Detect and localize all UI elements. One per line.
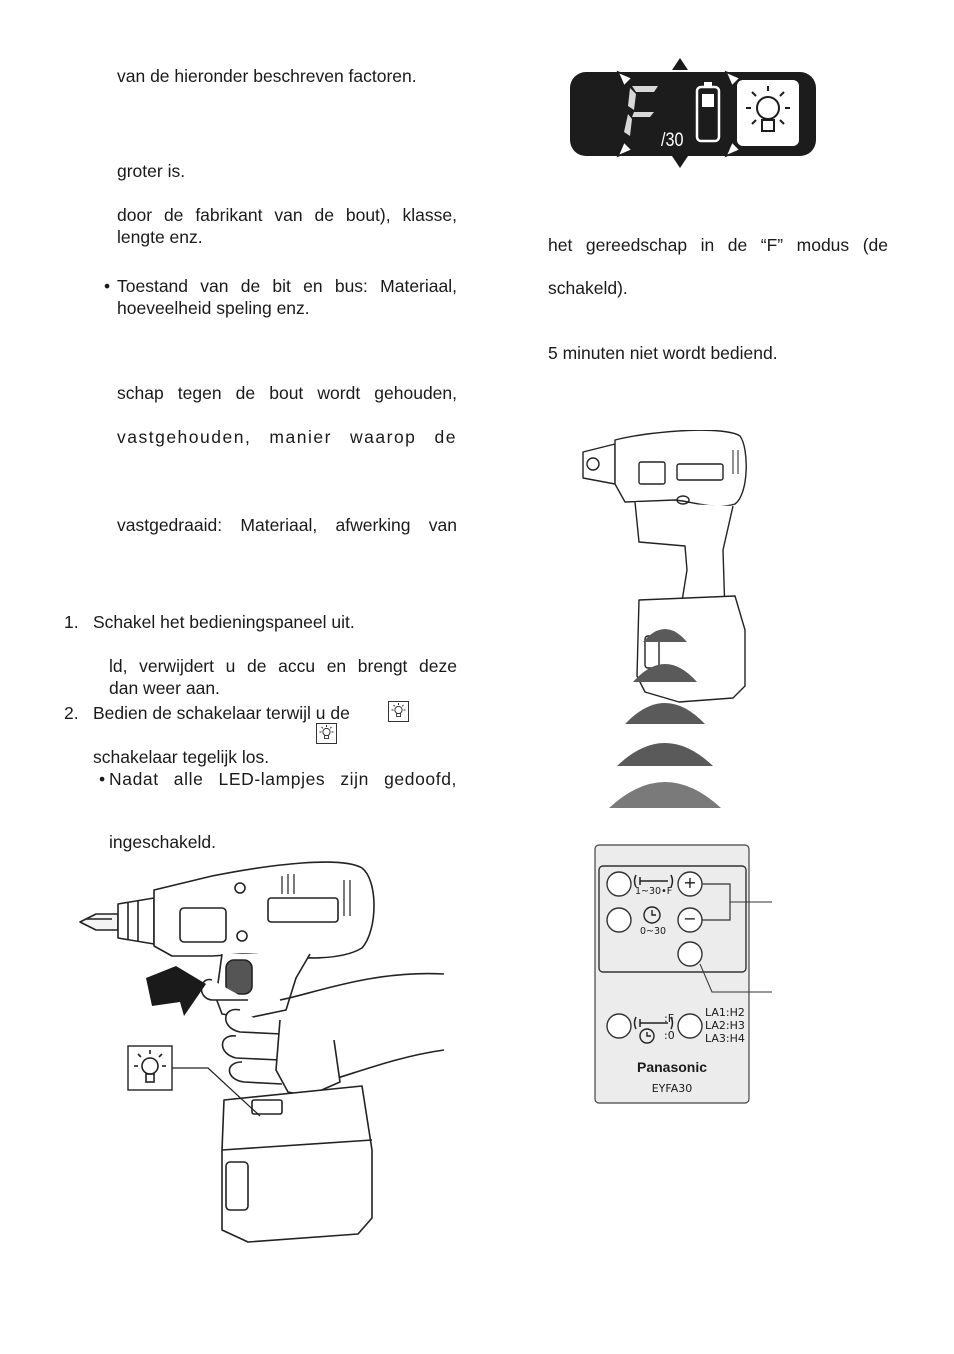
text-line-fabrikant: door de fabrikant van de bout), klasse, (117, 205, 457, 225)
display-counter: /30 (661, 130, 684, 151)
remote-plus-button[interactable]: + (683, 873, 697, 892)
bullet-marker-2: • (99, 769, 106, 789)
text-line-lengte: lengte enz. (117, 227, 203, 247)
drill-hand-illustration (72, 850, 452, 1250)
text-line-speling: hoeveelheid speling enz. (117, 298, 310, 318)
text-line-weer: dan weer aan. (109, 678, 220, 698)
step-1-number: 1. (64, 612, 79, 632)
remote-mode-f: :F (664, 1012, 675, 1025)
bullet-marker: • (104, 276, 111, 296)
light-icon-inline-1 (388, 701, 409, 722)
remote-brand-logo: Panasonic (636, 1059, 708, 1075)
text-line-groter: groter is. (117, 161, 186, 181)
light-icon-inline-2 (316, 723, 337, 744)
text-line-bit: Toestand van de bit en bus: Materiaal, (117, 276, 457, 296)
step-1-text: Schakel het bedieningspaneel uit. (93, 612, 355, 632)
remote-model: EYFA30 (651, 1082, 693, 1095)
remote-minus-button[interactable]: − (683, 909, 697, 928)
text-line-minuten: 5 minuten niet wordt bediend. (548, 343, 778, 363)
text-line-schakeld: schakeld). (548, 278, 628, 298)
drill-remote-illustration (575, 430, 775, 850)
text-line-modus: het gereedschap in de “F” modus (de (548, 235, 888, 255)
text-line-factors: van de hieronder beschreven factoren. (117, 66, 417, 86)
text-line-vastgehouden: vastgehouden, manier waarop de (117, 427, 457, 447)
step-2-number: 2. (64, 703, 79, 723)
text-line-schap: schap tegen de bout wordt gehouden, (117, 383, 457, 403)
display-panel (566, 56, 820, 172)
remote-mode-0: :0 (664, 1029, 675, 1042)
remote-la3: LA3:H4 (705, 1032, 745, 1045)
remote-la2: LA2:H3 (705, 1019, 745, 1032)
text-line-tegelijk: schakelaar tegelijk los. (93, 747, 270, 767)
text-line-accu: ld, verwijdert u de accu en brengt deze (109, 656, 457, 676)
display-mode-letter (0, 0, 1, 1)
text-line-vastgedraaid: vastgedraaid: Materiaal, afwerking van (117, 515, 457, 535)
remote-range-1: 1~30•F (635, 886, 673, 897)
text-line-nadat: Nadat alle LED-lampjes zijn gedoofd, (109, 769, 457, 789)
step-2-text: Bedien de schakelaar terwijl u de (93, 703, 350, 723)
text-line-ingeschakeld: ingeschakeld. (109, 832, 217, 852)
remote-range-2: 0~30 (640, 926, 667, 937)
remote-la1: LA1:H2 (705, 1006, 745, 1019)
